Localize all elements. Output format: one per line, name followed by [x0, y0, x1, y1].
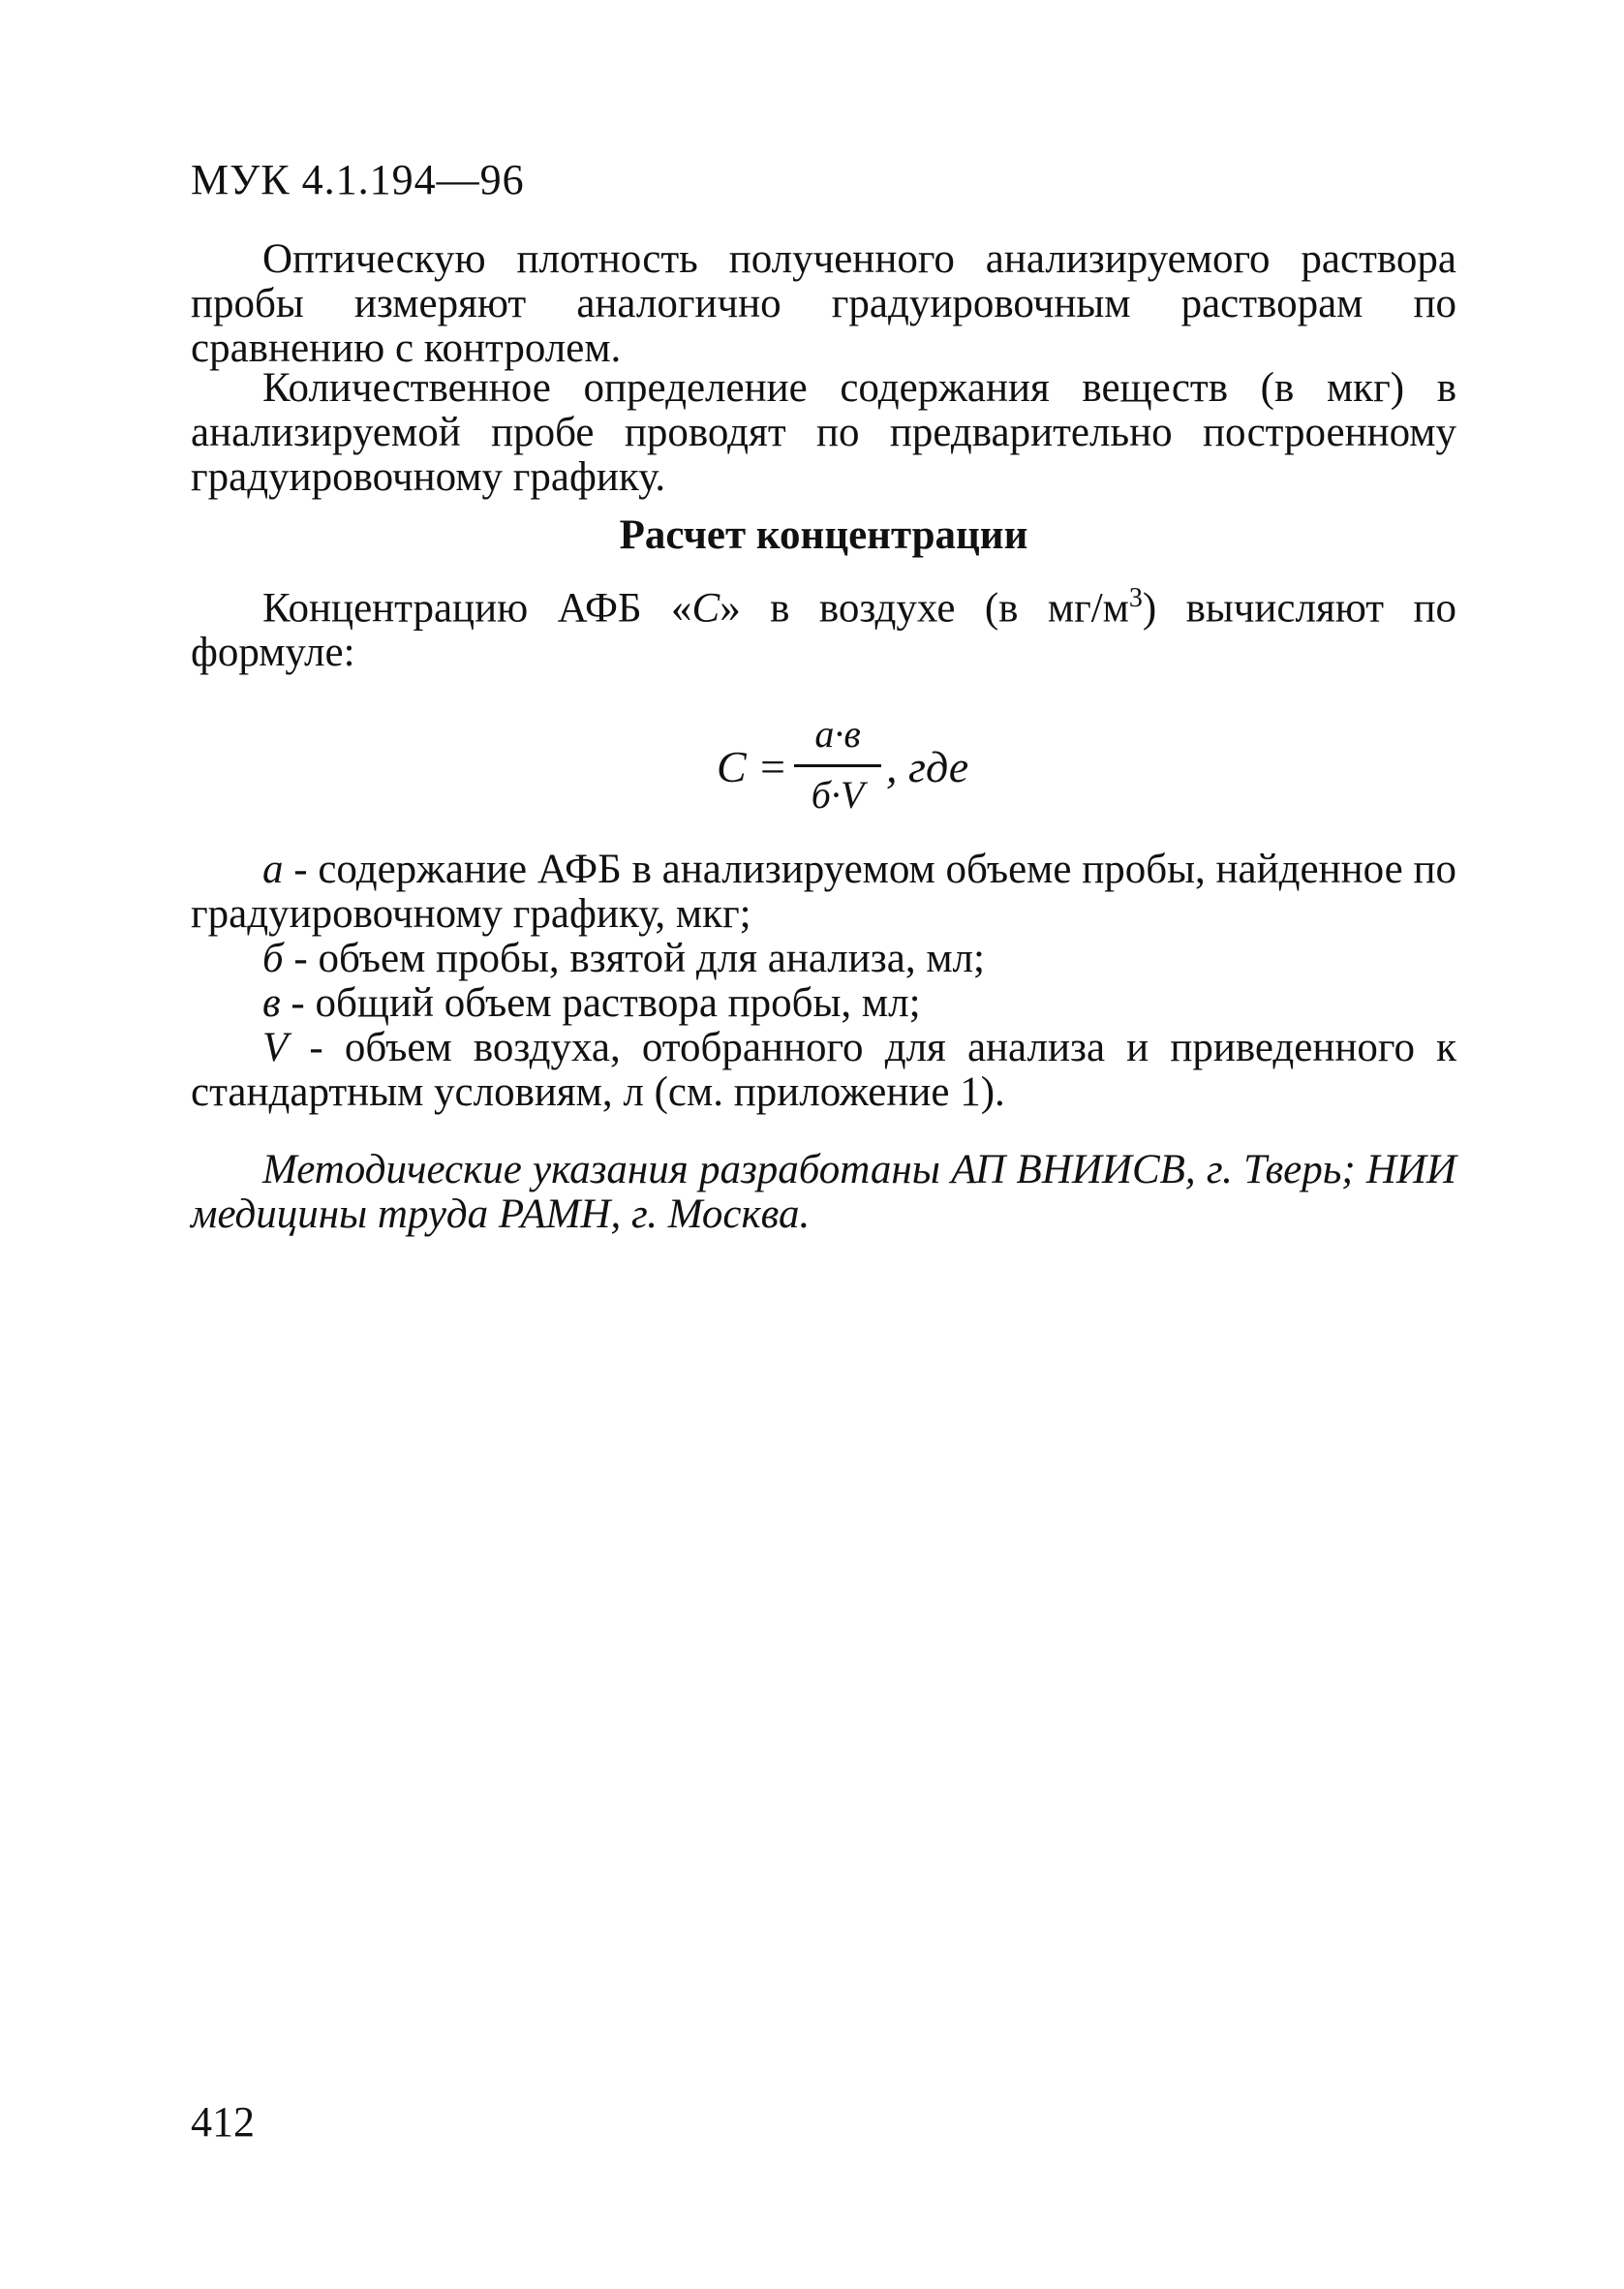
paragraph-optical-density: Оптическую плотность полученного анализируемого раствора пробы измеряют аналогично градуировочным растворам по сравнению с контролем. [191, 236, 1456, 371]
definition-text: - объем воздуха, отобранного для анализа и приведенного к стандартным условиям, л (см. приложение 1). [191, 1025, 1456, 1115]
concentration-formula [717, 712, 1104, 828]
section-title: Расчет концентрации [619, 512, 1028, 558]
formula-numerator: а·в [814, 712, 861, 756]
running-header: МУК 4.1.194—96 [191, 156, 525, 203]
fraction-bar [794, 764, 881, 767]
formula-lhs: С = [717, 742, 788, 791]
formula-fraction [794, 712, 881, 818]
paragraph-concentration-intro [191, 576, 1456, 675]
definition-text: - содержание АФБ в анализируемом объеме пробы, найденное по градуировочному графику, мкг; [191, 847, 1456, 937]
definition-item [191, 981, 1456, 1026]
formula-denominator: б·V [811, 773, 865, 817]
paragraph-quantitative-determination: Количественное определение содержания веществ (в мкг) в анализируемой пробе проводят по предварительно построенному градуировочному графику. [191, 365, 1456, 500]
intro-symbol: С [691, 585, 720, 632]
intro-suffix: ) вычисляют по формуле: [191, 585, 1457, 676]
intro-prefix: Концентрацию АФБ « [262, 585, 692, 632]
page-number: 412 [191, 2098, 255, 2146]
definition-item [191, 937, 1456, 981]
definition-item [191, 1026, 1456, 1115]
intro-superscript: 3 [1128, 583, 1143, 613]
definition-symbol: а [262, 847, 284, 892]
definition-symbol: в [262, 980, 281, 1026]
definition-symbol: б [262, 936, 284, 981]
definition-text: - объем пробы, взятой для анализа, мл; [283, 936, 985, 981]
definition-item [191, 848, 1456, 937]
definitions-list [191, 848, 1456, 1115]
definition-text: - общий объем раствора пробы, мл; [280, 980, 921, 1026]
definition-symbol: V [262, 1025, 289, 1070]
credits-note: Методические указания разработаны АП ВНИИСВ, г. Тверь; НИИ медицины труда РАМН, г. Москва. [191, 1147, 1456, 1237]
formula-suffix: , где [886, 742, 969, 791]
intro-middle: » в воздухе (в мг/м [720, 585, 1129, 632]
